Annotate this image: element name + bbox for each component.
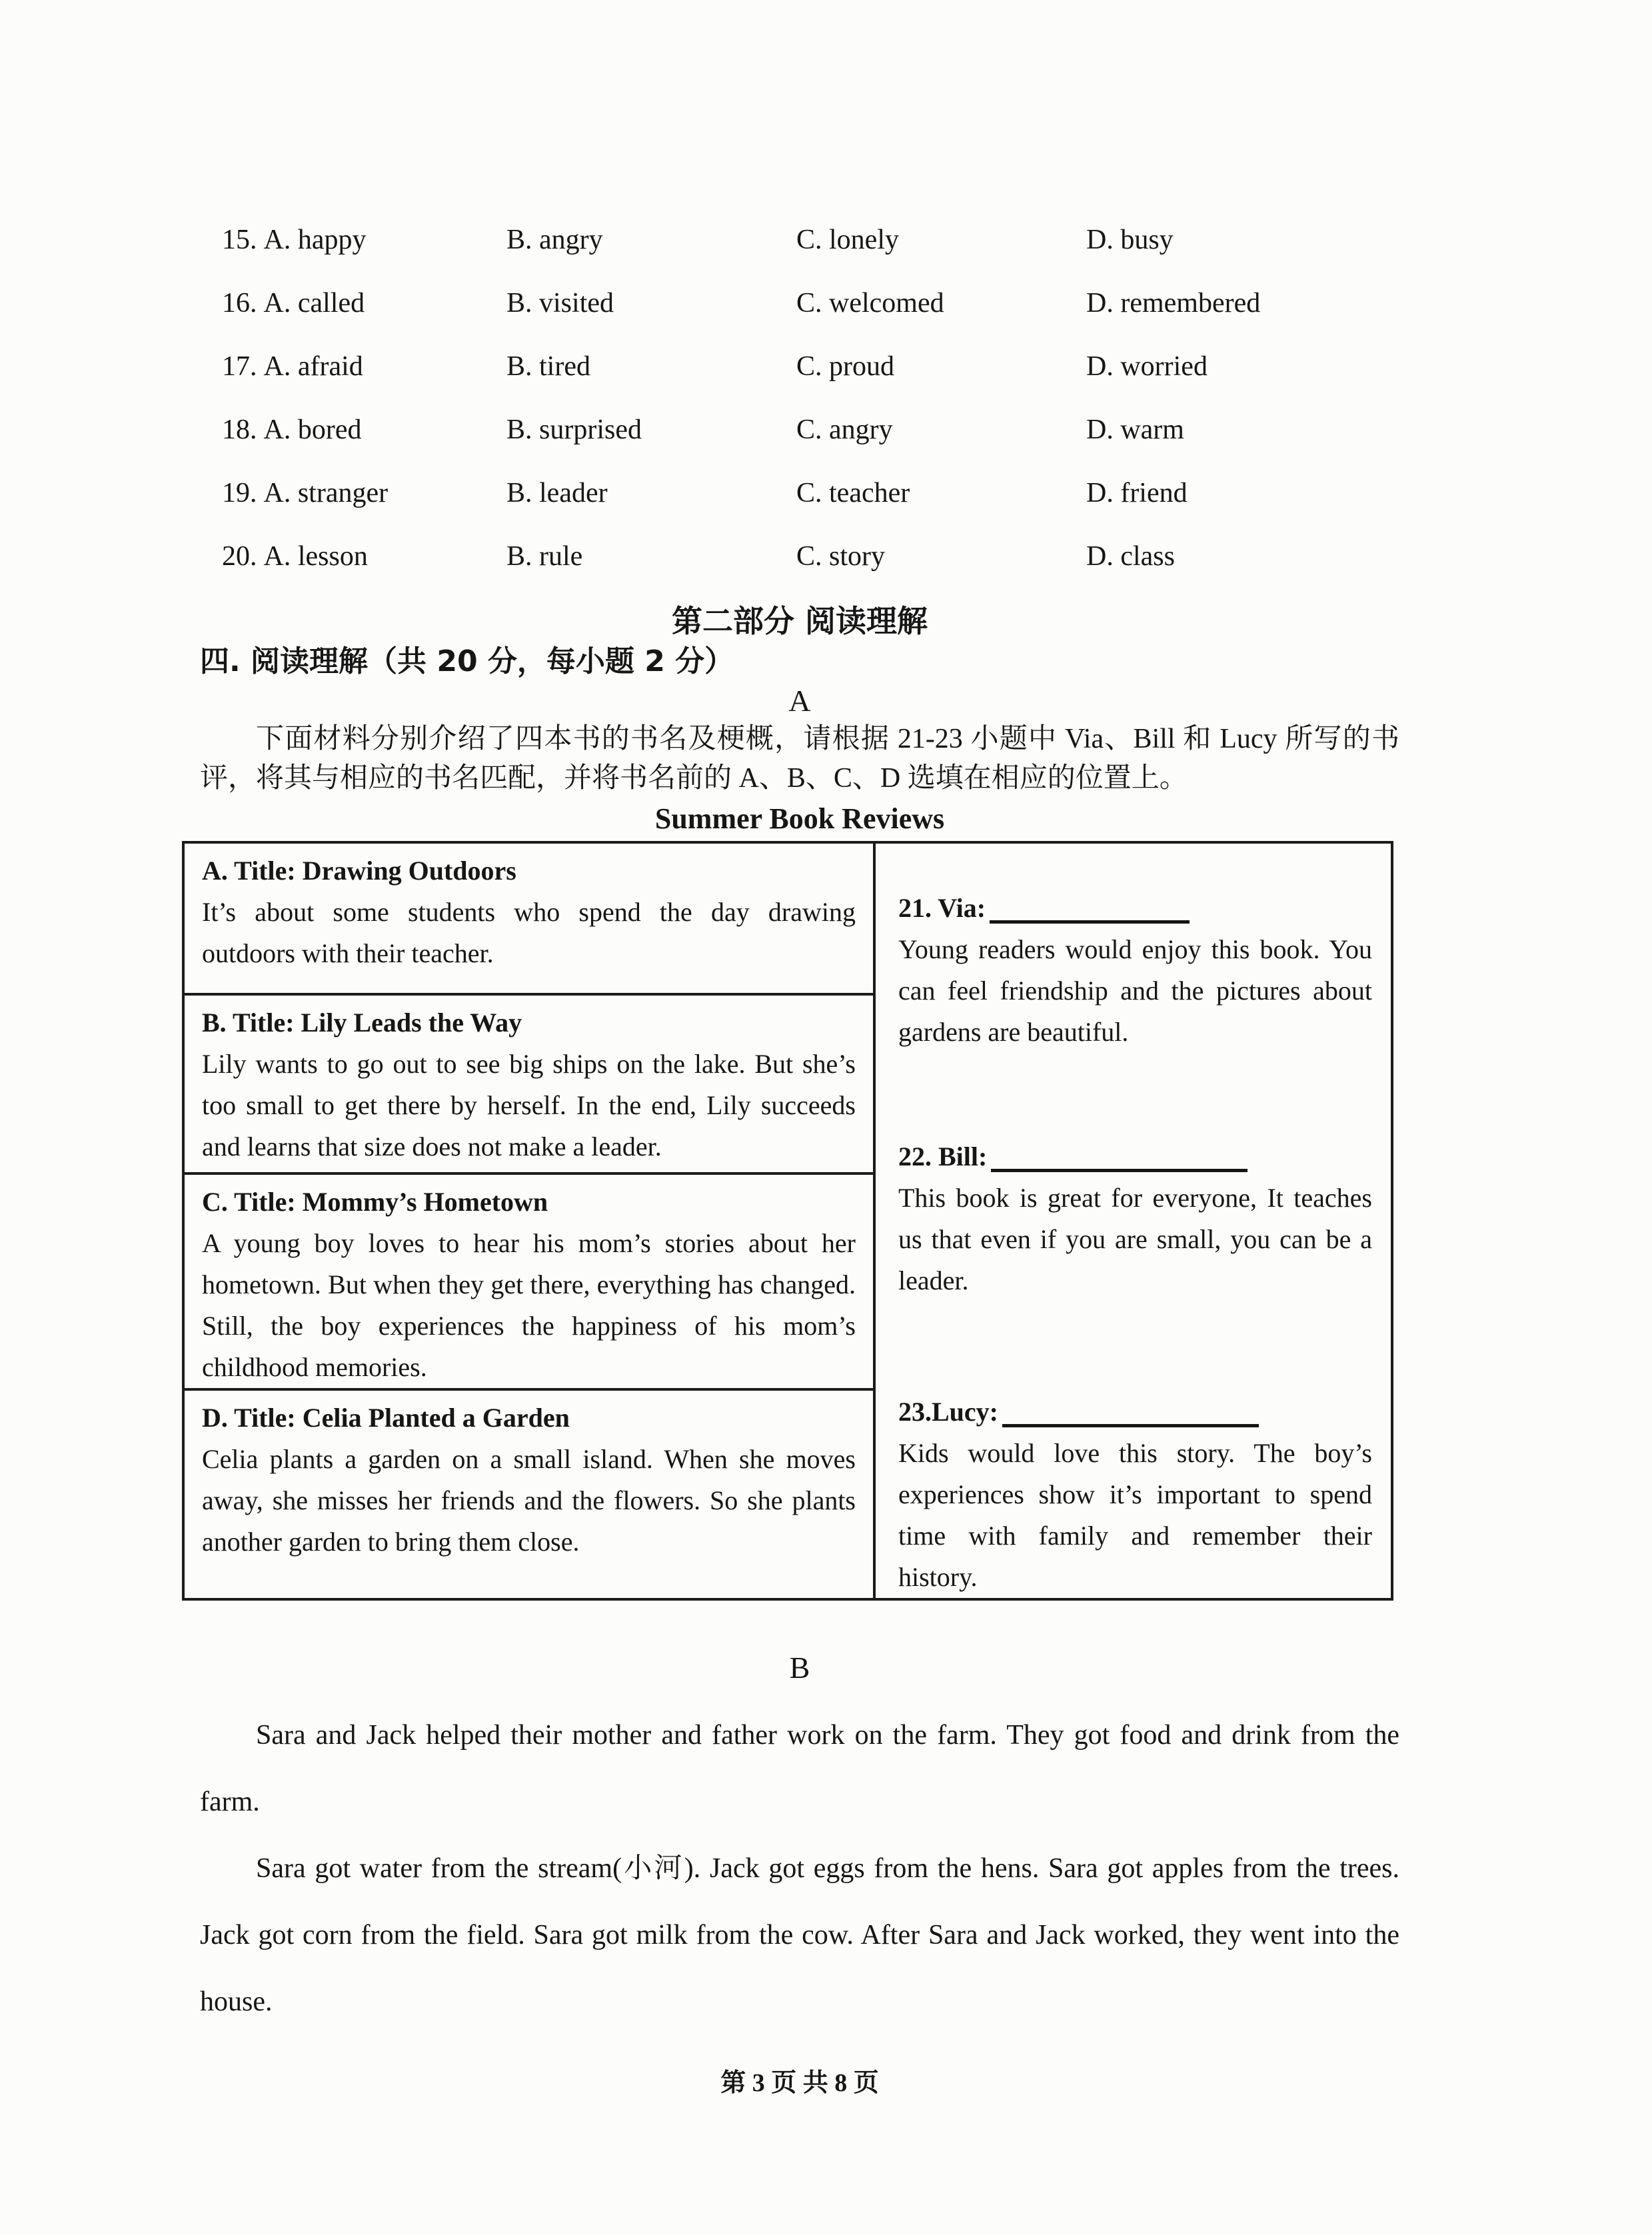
review-text-22: This book is great for everyone, It teaches us that even if you are small, you can be a leader. <box>898 1183 1372 1295</box>
book-description-a: It’s about some students who spend the day drawing outdoors with their teacher. <box>202 897 856 968</box>
book-title-a: A. Title: Drawing Outdoors <box>202 856 516 886</box>
answer-blank-22 <box>991 1145 1247 1172</box>
question-row-18 <box>222 413 1399 446</box>
book-description-b: Lily wants to go out to see big ships on the lake. But she’s too small to get there by herself. In the end, Lily succeeds and learns that size does not make a leader. <box>202 1049 856 1161</box>
question-row-19 <box>222 476 1399 510</box>
option-b: B. visited <box>506 288 614 319</box>
book-cell-a <box>185 844 873 996</box>
option-a-cell <box>222 413 506 446</box>
option-c: C. proud <box>796 351 894 382</box>
option-c: C. story <box>796 541 886 572</box>
review-column <box>876 844 1391 1598</box>
review-block-21 <box>898 888 1372 1053</box>
section4-heading: 四. 阅读理解（共 20 分，每小题 2 分） <box>200 644 734 678</box>
book-cell-b <box>185 996 873 1175</box>
question-row-20 <box>222 540 1399 573</box>
book-title-c: C. Title: Mommy’s Hometown <box>202 1187 548 1217</box>
book-title-d: D. Title: Celia Planted a Garden <box>202 1403 570 1433</box>
cloze-options-block <box>222 223 1399 573</box>
option-a: A. happy <box>263 225 367 255</box>
book-description-c: A young boy loves to hear his mom’s stories about her hometown. But when they get there, everything has changed. Still, the boy experiences the happiness of his mom’s childhood memories. <box>202 1228 856 1382</box>
review-block-23 <box>898 1391 1372 1598</box>
review-label-row <box>898 1136 1372 1177</box>
option-a: A. stranger <box>263 478 389 508</box>
question-row-17 <box>222 350 1399 383</box>
page-number-footer: 第 3 页 共 8 页 <box>720 2069 879 2097</box>
question-number: 19. <box>222 478 257 508</box>
option-c: C. lonely <box>796 225 899 255</box>
option-a-cell <box>222 287 506 320</box>
review-text-21: Young readers would enjoy this book. You can feel friendship and the pictures about gardens are beautiful. <box>898 934 1372 1047</box>
question-row-15 <box>222 223 1399 257</box>
review-block-22 <box>898 1136 1372 1301</box>
option-d: D. worried <box>1086 351 1208 382</box>
book-list-column <box>185 844 876 1598</box>
passage-b-label: B <box>789 1651 810 1685</box>
option-d: D. busy <box>1086 225 1174 255</box>
review-label-23: 23.Lucy: <box>898 1397 998 1427</box>
passage-b-paragraph-2: Sara got water from the stream(小河). Jack got eggs from the hens. Sara got apples from the trees. Jack got corn from the field. Sara got milk from the cow. After Sara and Jack worked, they went into the house. <box>200 1853 1399 2017</box>
review-label-22: 22. Bill: <box>898 1141 988 1171</box>
option-a: A. bored <box>263 414 362 445</box>
option-d: D. class <box>1086 541 1175 572</box>
passage-b-paragraph-1: Sara and Jack helped their mother and father work on the farm. They got food and drink from the farm. <box>200 1720 1399 1817</box>
option-b: B. tired <box>506 351 590 382</box>
option-b: B. angry <box>506 225 603 255</box>
option-b: B. surprised <box>506 414 642 445</box>
option-a: A. afraid <box>263 351 363 382</box>
intro-paragraph: 下面材料分别介绍了四本书的书名及梗概，请根据 21-23 小题中 Via、Bill 和 Lucy 所写的书评，将其与相应的书名匹配，并将书名前的 A、B、C、D 选填在相应的位置上。 <box>200 724 1399 794</box>
book-cell-c <box>185 1175 873 1391</box>
table-title: Summer Book Reviews <box>654 802 945 835</box>
review-label-21: 21. Via: <box>898 893 986 923</box>
option-c: C. teacher <box>796 478 910 508</box>
question-number: 20. <box>222 541 257 572</box>
option-a-cell <box>222 476 506 510</box>
option-a-cell <box>222 350 506 383</box>
question-row-16 <box>222 287 1399 320</box>
option-a: A. lesson <box>263 541 368 572</box>
answer-blank-23 <box>1002 1401 1259 1427</box>
option-a-cell <box>222 223 506 257</box>
option-b: B. leader <box>506 478 608 508</box>
review-label-row <box>898 888 1372 929</box>
book-description-d: Celia plants a garden on a small island. When she moves away, she misses her friends and the flowers. So she plants another garden to bring them close. <box>202 1444 856 1557</box>
review-text-23: Kids would love this story. The boy’s experiences show it’s important to spend time with family and remember their history. <box>898 1438 1372 1592</box>
book-title-b: B. Title: Lily Leads the Way <box>202 1008 522 1038</box>
passage-a-label: A <box>788 684 811 718</box>
option-c: C. welcomed <box>796 288 944 319</box>
question-number: 16. <box>222 288 257 319</box>
question-number: 17. <box>222 351 257 382</box>
review-label-row <box>898 1391 1372 1433</box>
option-d: D. warm <box>1086 414 1184 445</box>
option-a: A. called <box>263 288 365 319</box>
book-cell-d <box>185 1391 873 1592</box>
option-d: D. remembered <box>1086 288 1261 319</box>
option-b: B. rule <box>506 541 583 572</box>
option-c: C. angry <box>796 414 893 445</box>
question-number: 15. <box>222 225 257 255</box>
option-d: D. friend <box>1086 478 1188 508</box>
option-a-cell <box>222 540 506 573</box>
answer-blank-21 <box>990 897 1190 924</box>
part2-heading: 第二部分 阅读理解 <box>671 603 928 639</box>
book-reviews-table <box>182 841 1393 1601</box>
question-number: 18. <box>222 414 257 445</box>
